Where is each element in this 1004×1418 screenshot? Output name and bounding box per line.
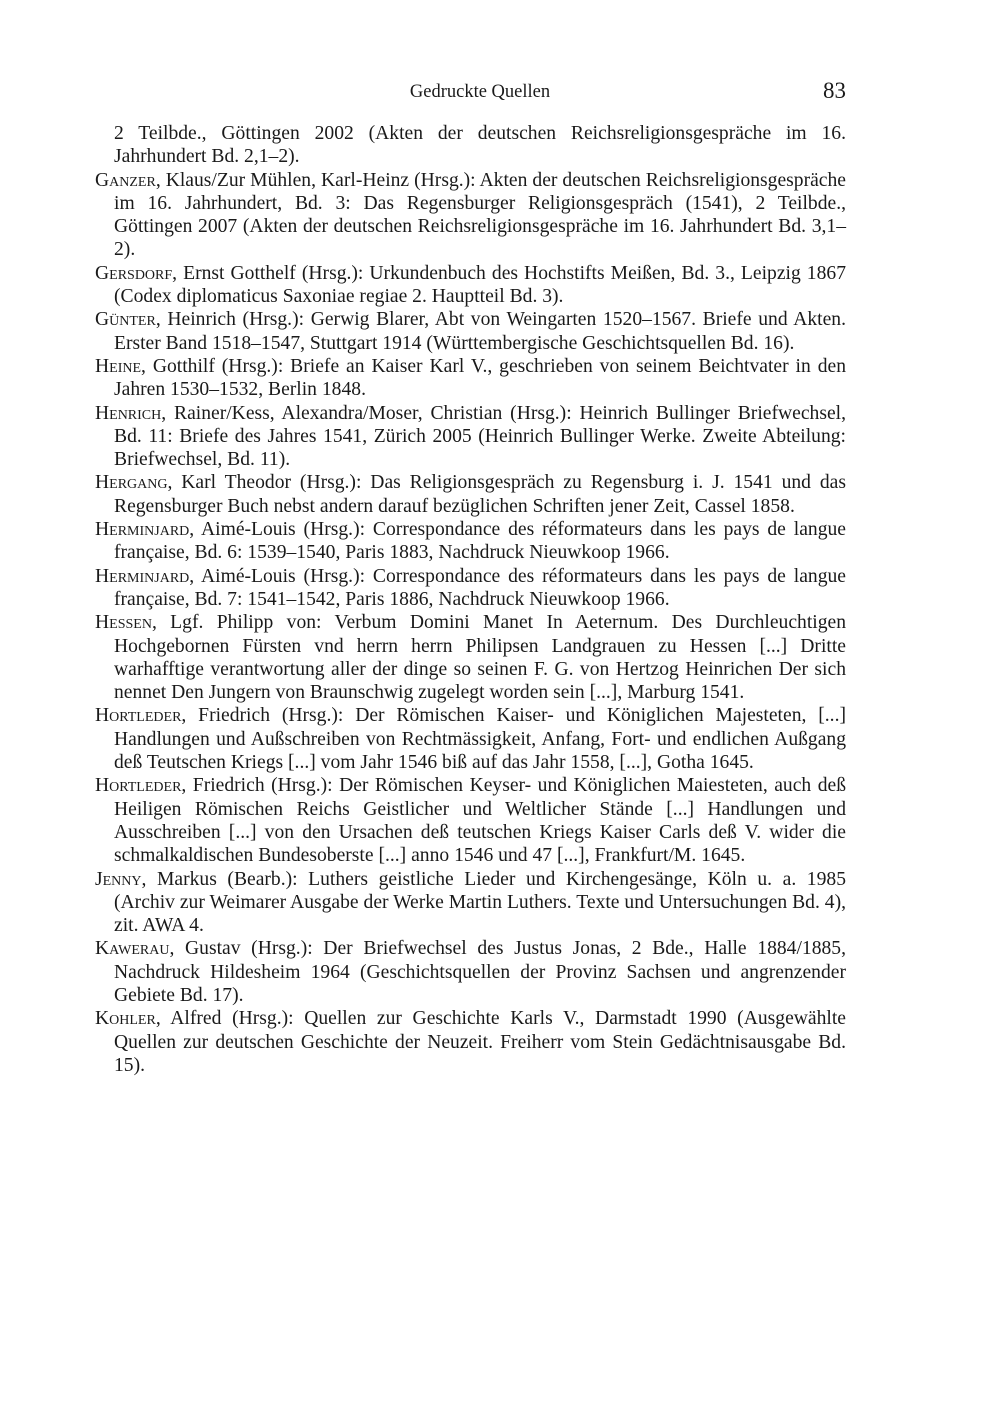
entry-author: Gersdorf (95, 262, 173, 284)
bibliography-entry (95, 611, 846, 704)
entry-text: , Rainer/Kess, Alexandra/Moser, Christian (Hrsg.): Heinrich Bullinger Briefwechsel, Bd. 11: Briefe des Jahres 1541, Zürich 2005 (Heinrich Bullinger Werke. Zweite Abteilung: Briefwechsel, Bd. 11). (114, 402, 846, 471)
bibliography-entry (95, 402, 846, 472)
entry-text: , Lgf. Philipp von: Verbum Domini Manet In Aeternum. Des Durchleuchtigen Hochgebornen Fürsten vnd herrn herrn Philipsen Landgrauen zu Hessen [...] Dritte warhafftige verantwortung aller der dinge so seinen F. G. von Hertzog Heinrichen Der sich nennet Den Jungern von Braunschwig zugelegt worden sein [...], Marburg 1541. (114, 612, 846, 704)
bibliography-entry (95, 308, 846, 355)
entry-text: , Gotthilf (Hrsg.): Briefe an Kaiser Karl V., geschrieben von seinem Beichtvater in den Jahren 1530–1532, Berlin 1848. (114, 355, 846, 401)
page-header (114, 78, 846, 108)
entry-text: , Friedrich (Hrsg.): Der Römischen Keyser- und Königlichen Maiesteten, auch deß Heiligen Römischen Reichs Geistlicher und Weltlicher Stände [...] Handlungen und Ausschreiben [...] von den Ursachen deß teutschen Kriegs Kaiser Carls deß V. wider die schmalkaldischen Bundesoberste [...] anno 1546 und 47 [...], Frankfurt/M. 1645. (114, 775, 846, 867)
bibliography-entry (95, 169, 846, 262)
entry-text: , Friedrich (Hrsg.): Der Römischen Kaiser- und Königlichen Majesteten, [...] Handlungen und Außschreiben von Rechtmässigkeit, Anfang, Fort- und endlichen Außgang deß Teutschen Kriegs [...] vom Jahr 1546 biß auf das Jahr 1558, [...], Gotha 1645. (114, 705, 846, 774)
bibliography-entry (95, 774, 846, 867)
entry-text: , Heinrich (Hrsg.): Gerwig Blarer, Abt von Weingarten 1520–1567. Briefe und Akten. Erster Band 1518–1547, Stuttgart 1914 (Württembergische Geschichtsquellen Bd. 16). (114, 309, 846, 354)
entry-author: Ganzer (95, 169, 156, 191)
entry-text: , Alfred (Hrsg.): Quellen zur Geschichte Karls V., Darmstadt 1990 (Ausgewählte Quellen zur deutschen Geschichte der Neuzeit. Freiherr vom Stein Gedächtnisausgabe Bd. 15). (114, 1008, 846, 1076)
bibliography-entry (95, 355, 846, 402)
running-title: Gedruckte Quellen (409, 82, 551, 102)
entry-author: Herminjard (95, 519, 190, 541)
entry-author: Kawerau (95, 938, 170, 960)
entry-text: , Aimé-Louis (Hrsg.): Correspondance des réformateurs dans les pays de langue française, Bd. 6: 1539–1540, Paris 1883, Nachdruck Nieuwkoop 1966. (114, 519, 846, 564)
entry-text: , Karl Theodor (Hrsg.): Das Religionsgespräch zu Regensburg i. J. 1541 und das Regensburger Buch nebst andern darauf bezüglichen Schriften jener Zeit, Cassel 1858. (114, 472, 846, 517)
entry-text: , Markus (Bearb.): Luthers geistliche Lieder und Kirchengesänge, Köln u. a. 1985 (Archiv zur Weimarer Ausgabe der Werke Martin Luthers. Texte und Untersuchungen Bd. 4), zit. AWA 4. (114, 868, 846, 937)
entry-text: , Klaus/Zur Mühlen, Karl-Heinz (Hrsg.): Akten der deutschen Reichsreligionsgespräche im 16. Jahrhundert, Bd. 3: Das Regensburger Religionsgespräch (1541), 2 Teilbde., Göttingen 2007 (Akten der deutschen Reichsreligionsgespräche im 16. Jahrhundert Bd. 3,1–2). (114, 169, 846, 261)
entry-author: Henrich (95, 402, 162, 424)
bibliography-entry (95, 518, 846, 565)
entry-author: Hessen (95, 612, 152, 634)
bibliography-list (95, 122, 846, 1077)
bibliography-entry (95, 565, 846, 612)
page-number: 83 (823, 78, 846, 103)
entry-text: , Aimé-Louis (Hrsg.): Correspondance des réformateurs dans les pays de langue française, Bd. 7: 1541–1542, Paris 1886, Nachdruck Nieuwkoop 1966. (114, 565, 846, 610)
entry-author: Heine (95, 355, 142, 377)
entry-author: Jenny (95, 868, 142, 890)
entry-text: , Ernst Gotthelf (Hrsg.): Urkundenbuch des Hochstifts Meißen, Bd. 3., Leipzig 1867 (Codex diplomaticus Saxoniae regiae 2. Hauptteil Bd. 3). (114, 262, 846, 308)
entry-author: Hergang (95, 472, 168, 494)
bibliography-entry (95, 262, 846, 309)
entry-text: , Gustav (Hrsg.): Der Briefwechsel des Justus Jonas, 2 Bde., Halle 1884/1885, Nachdruck Hildesheim 1964 (Geschichtsquellen der Provinz Sachsen und angrenzender Gebiete Bd. 17). (114, 938, 846, 1006)
entry-author: Herminjard (95, 565, 190, 587)
entry-author: Kohler (95, 1008, 156, 1030)
entry-author: Hortleder (95, 775, 182, 797)
bibliography-entry (95, 471, 846, 518)
bibliography-entry (95, 1007, 846, 1077)
bibliography-entry (95, 937, 846, 1007)
entry-text: 2 Teilbde., Göttingen 2002 (Akten der deutschen Reichsreligionsgespräche im 16. Jahrhundert Bd. 2,1–2). (114, 123, 846, 168)
entry-author: Günter (95, 309, 156, 331)
bibliography-entry (95, 868, 846, 938)
entry-author: Hortleder (95, 705, 182, 727)
bibliography-entry (95, 704, 846, 774)
bibliography-entry (95, 122, 846, 169)
